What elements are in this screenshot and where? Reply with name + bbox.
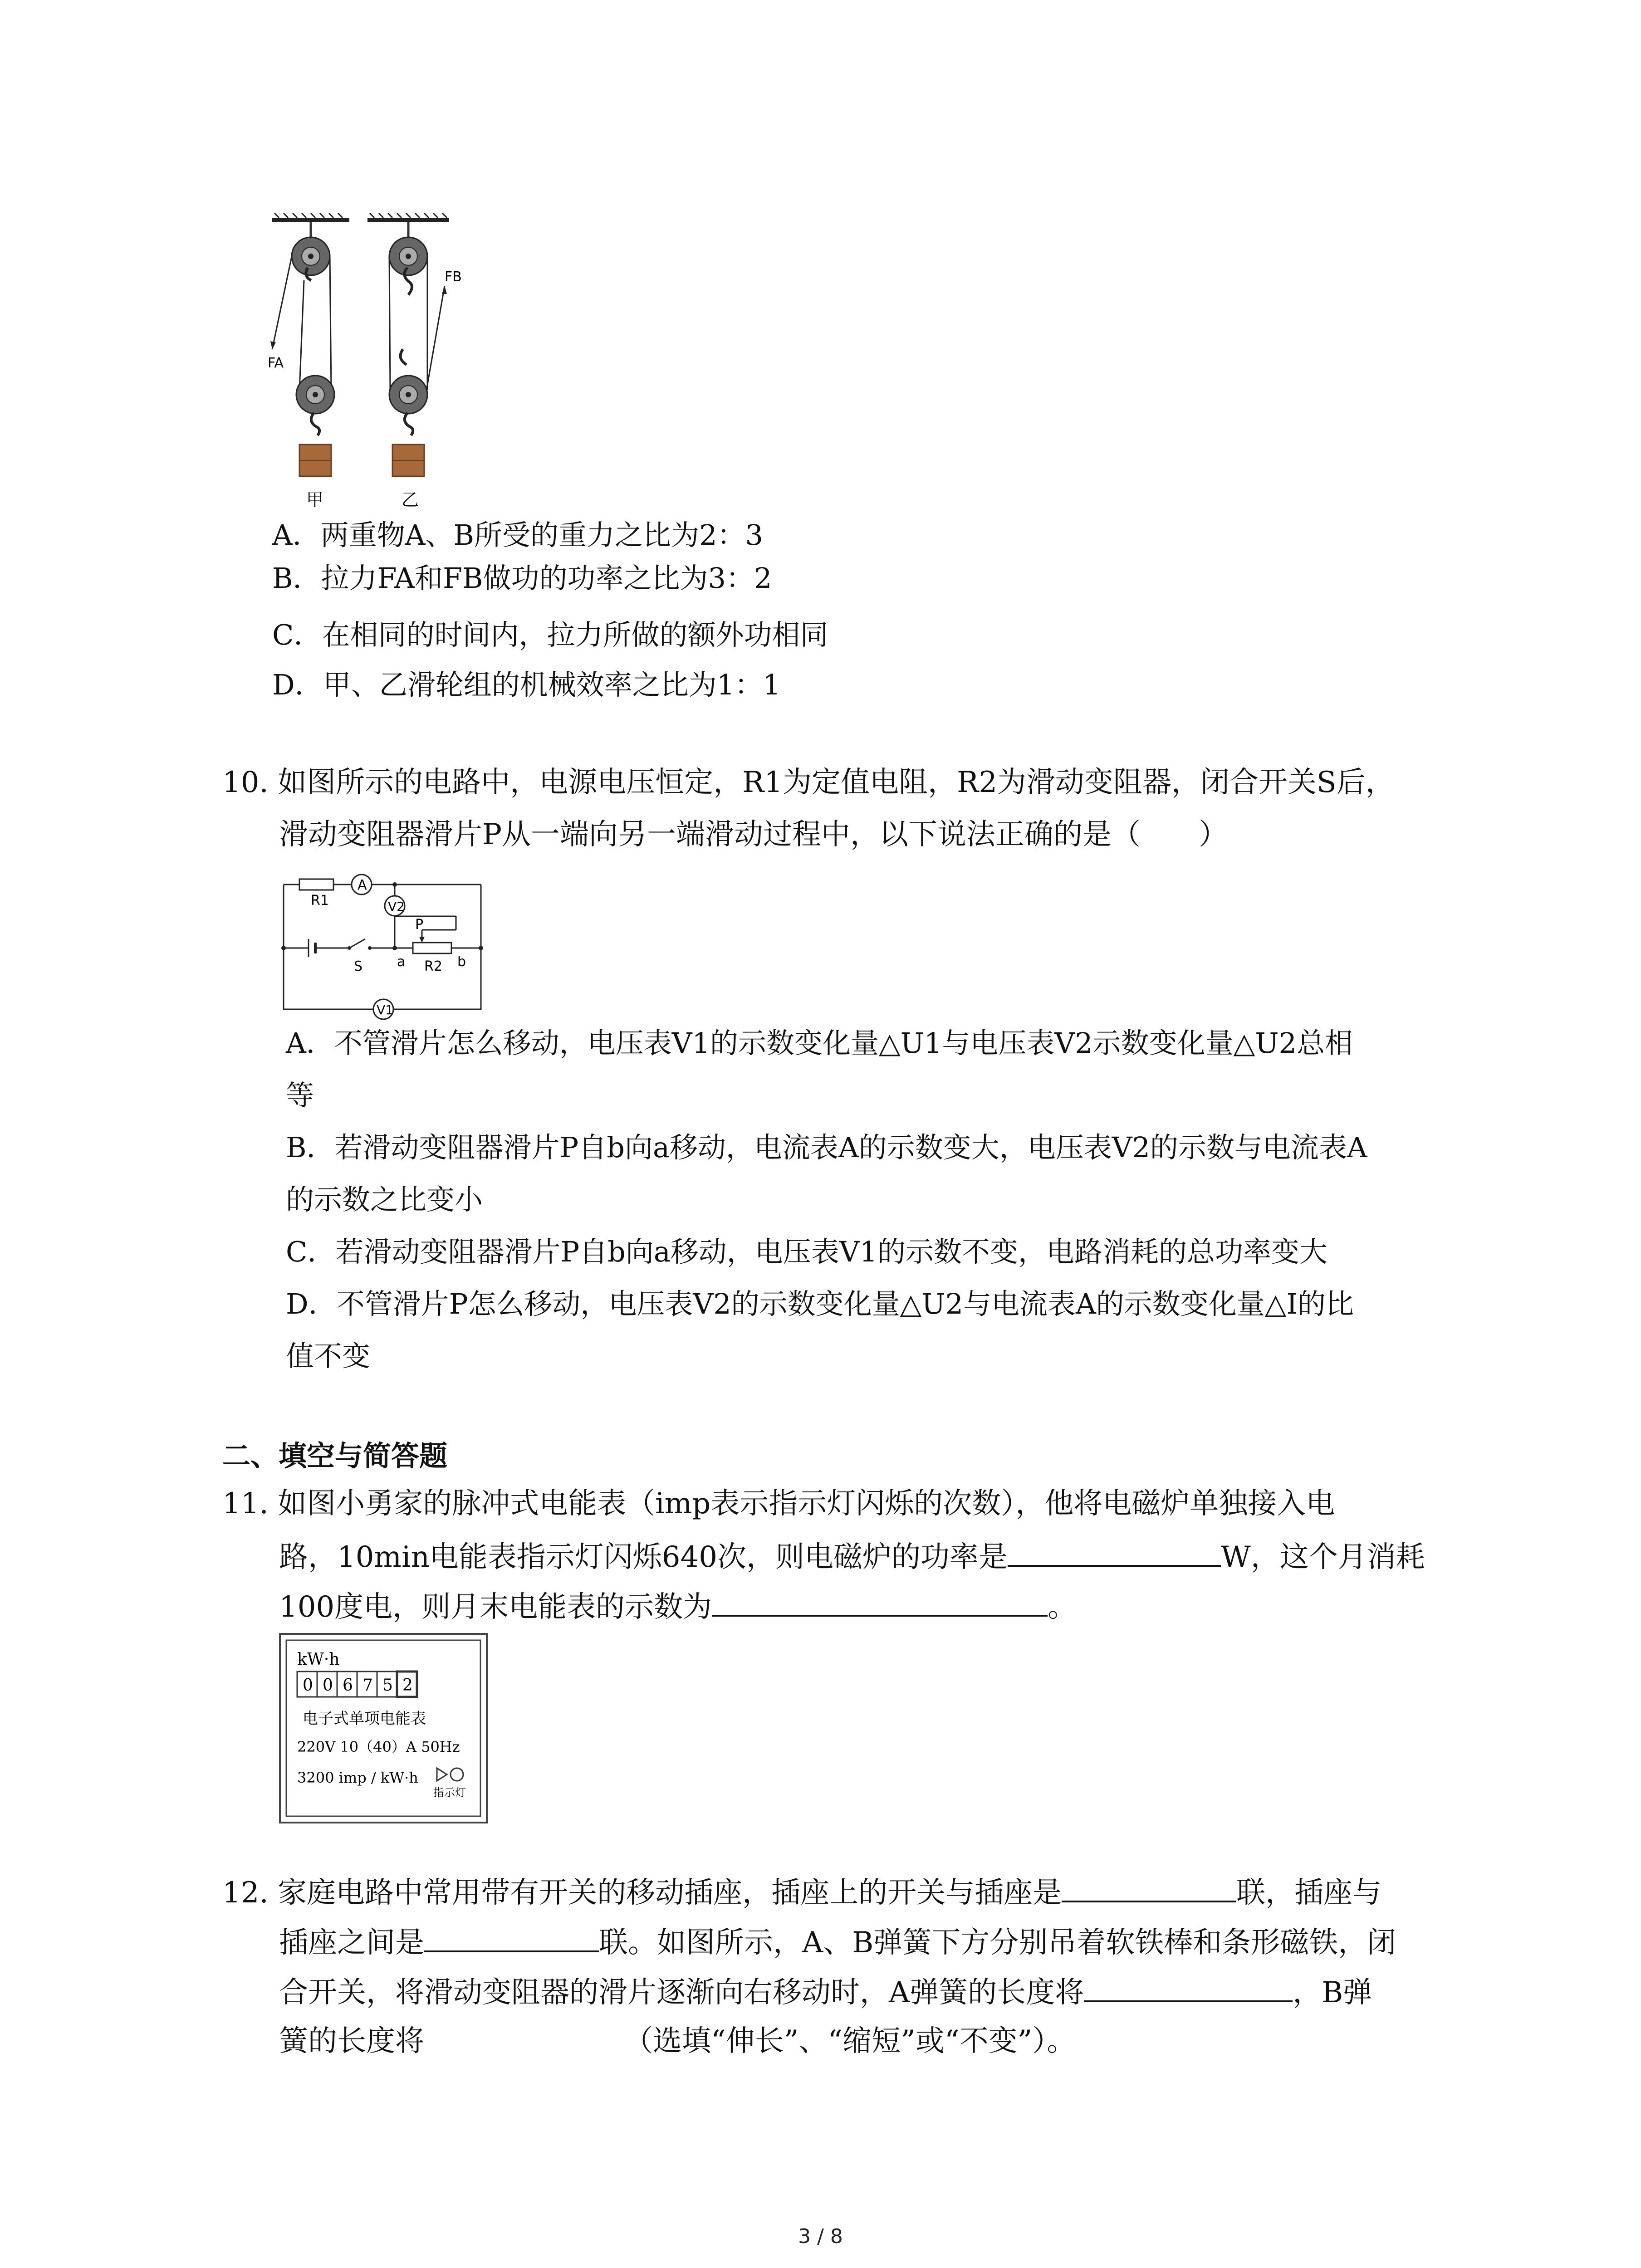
- meter-spec: 220V 10（40）A 50Hz: [297, 1738, 460, 1755]
- label-fb: FB: [445, 269, 462, 285]
- label-yi: 乙: [402, 490, 419, 510]
- q12-blank-1[interactable]: [1062, 1873, 1236, 1902]
- section-title: 二、填空与简答题: [222, 1439, 448, 1472]
- meter-imp: 3200 imp / kW·h: [297, 1769, 418, 1786]
- q10-option-d: D．不管滑片P怎么移动，电压表V2的示数变化量△U2与电流表A的示数变化量△I的比: [286, 1287, 1354, 1320]
- label-p: P: [415, 917, 424, 933]
- q12-line-1-a: 12. 家庭电路中常用带有开关的移动插座，插座上的开关与插座是: [222, 1876, 1062, 1910]
- q11-line-2-b: W，这个月消耗: [1220, 1540, 1425, 1574]
- q12-line-3: [279, 1973, 1372, 2011]
- q12-line-1-b: 联，插座与: [1236, 1876, 1382, 1910]
- meter-unit: kW·h: [297, 1650, 340, 1669]
- q9-option-c: C．在相同的时间内，拉力所做的额外功相同: [272, 618, 828, 651]
- q12-line-2-a: 插座之间是: [279, 1926, 424, 1960]
- q12-line-2-b: 联。如图所示，A、B弹簧下方分别吊着软铁棒和条形磁铁，闭: [599, 1926, 1396, 1960]
- q10-option-b-cont: 的示数之比变小: [286, 1183, 483, 1216]
- pulley-system-jia: [270, 222, 334, 476]
- label-v2: V2: [388, 899, 405, 914]
- label-ammeter: A: [358, 877, 367, 893]
- q12-line-3-a: 合开关，将滑动变阻器的滑片逐渐向右移动时，A弹簧的长度将: [279, 1976, 1084, 2009]
- meter-digit: 6: [343, 1676, 353, 1695]
- q10-line-1: 10. 如图所示的电路中，电源电压恒定，R1为定值电阻，R2为滑动变阻器，闭合开关S后，: [222, 766, 1395, 799]
- label-r1: R1: [311, 893, 329, 909]
- ceiling-left: [272, 213, 349, 222]
- q12-line-1: [222, 1873, 1381, 1911]
- q10-option-a: A．不管滑片怎么移动，电压表V1的示数变化量△U1与电压表V2示数变化量△U2总相: [286, 1026, 1353, 1060]
- q12-line-4-b: （选填“伸长”、“缩短”或“不变”）。: [624, 2024, 1076, 2058]
- q12-blank-2[interactable]: [424, 1923, 599, 1952]
- q11-line-2-a: 路，10min电能表指示灯闪烁640次，则电磁炉的功率是: [279, 1540, 1008, 1574]
- meter-digits: [297, 1672, 417, 1697]
- page-number: 3 / 8: [798, 2225, 843, 2248]
- q12-line-4-a: 簧的长度将: [279, 2024, 424, 2058]
- q9-option-a: A．两重物A、B所受的重力之比为2：3: [272, 518, 764, 552]
- meter-digit: 7: [362, 1676, 373, 1695]
- circuit-diagram: [272, 862, 499, 1021]
- q12-line-2: [279, 1923, 1396, 1961]
- q11-blank-power[interactable]: [1008, 1538, 1221, 1567]
- label-a: a: [397, 954, 406, 970]
- q10-option-c: C．若滑动变阻器滑片P自b向a移动，电压表V1的示数不变，电路消耗的总功率变大: [286, 1235, 1328, 1268]
- label-b: b: [457, 954, 466, 970]
- q10-line-2: 滑动变阻器滑片P从一端向另一端滑动过程中，以下说法正确的是（ ）: [279, 818, 1228, 851]
- q11-blank-reading[interactable]: [712, 1588, 1048, 1617]
- energy-meter-figure: [279, 1633, 488, 1823]
- meter-digit: 0: [303, 1676, 313, 1695]
- label-jia: 甲: [306, 490, 324, 510]
- ceiling-right: [367, 213, 449, 222]
- pulley-figure: [263, 213, 490, 513]
- meter-indicator: 指示灯: [433, 1786, 466, 1799]
- q11-line-3-a: 100度电，则月末电能表的示数为: [279, 1590, 712, 1624]
- q11-line-3: [279, 1588, 1077, 1625]
- q11-line-2: [279, 1538, 1425, 1575]
- label-fa: FA: [268, 355, 284, 371]
- q9-option-b: B．拉力FA和FB做功的功率之比为3：2: [272, 562, 772, 595]
- q10-option-d-cont: 值不变: [286, 1339, 371, 1373]
- q10-option-b: B．若滑动变阻器滑片P自b向a移动，电流表A的示数变大，电压表V2的示数与电流表A: [286, 1131, 1367, 1164]
- label-r2: R2: [424, 958, 442, 974]
- meter-digit: 0: [323, 1676, 333, 1695]
- q9-option-d: D．甲、乙滑轮组的机械效率之比为1：1: [272, 668, 781, 701]
- q11-line-1: 11. 如图小勇家的脉冲式电能表（imp表示指示灯闪烁的次数），他将电磁炉单独接入电: [222, 1487, 1335, 1520]
- label-s: S: [354, 958, 363, 974]
- meter-digit: 5: [382, 1676, 393, 1695]
- q12-line-4: [279, 2023, 1076, 2059]
- q12-line-3-b: ，B弹: [1293, 1976, 1372, 2009]
- q11-line-3-b: 。: [1048, 1590, 1077, 1624]
- meter-name: 电子式单项电能表: [303, 1710, 426, 1728]
- pulley-system-yi: [389, 222, 447, 476]
- label-v1: V1: [377, 1002, 393, 1017]
- q12-blank-3[interactable]: [1084, 1973, 1293, 2002]
- meter-digit: 2: [402, 1676, 413, 1695]
- q10-option-a-cont: 等: [286, 1079, 314, 1112]
